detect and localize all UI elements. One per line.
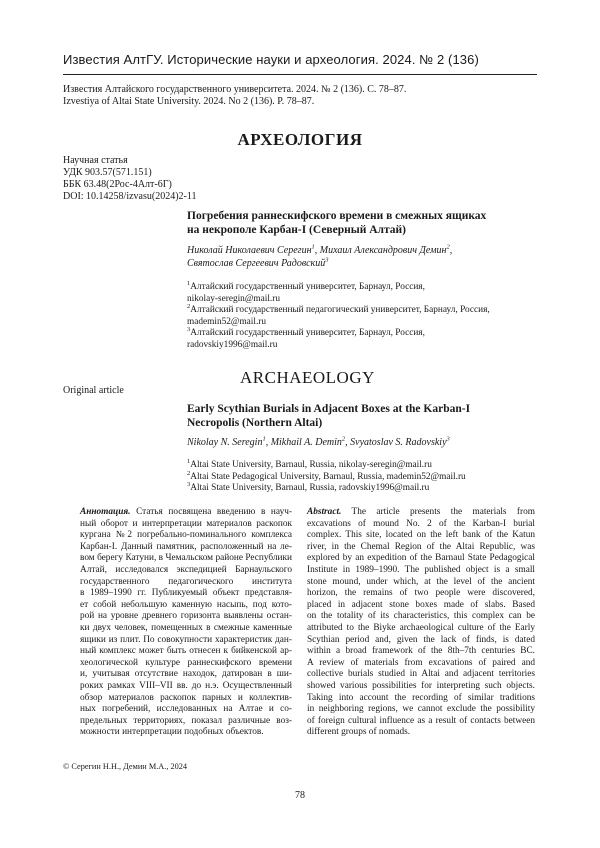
sup: 1 <box>187 279 191 287</box>
abstract-ru-text: ки двух человек, помещенных в смежные каменные <box>80 622 292 633</box>
abstract-en-text: explored by an expedition of the Barnaul State Pedagogical <box>307 553 535 564</box>
abstract-ru-line <box>80 704 292 716</box>
running-header: Известия АлтГУ. Исторические науки и археология. 2024. № 2 (136) <box>63 52 479 67</box>
abstract-ru-text: государственного педагогического института <box>80 576 292 587</box>
article-type-ru: Научная статья <box>63 155 128 166</box>
abstract-en-line <box>307 530 535 542</box>
abstract-ru-line <box>80 600 292 612</box>
abstract-ru-line <box>80 611 292 623</box>
abstract-en-text: The article presents the materials from <box>341 507 535 517</box>
abstract-en-label: Abstract. <box>307 507 342 517</box>
abstract-ru-text: Алтай, исследовался экспедицией Барнаульского <box>80 564 292 575</box>
abstract-en-line <box>307 588 535 600</box>
abstract-ru-line <box>80 542 292 554</box>
citation-block <box>63 84 406 108</box>
title-ru-line1: Погребения раннескифского времени в смежных ящиках <box>187 210 487 222</box>
authors-en: Nikolay N. Seregin$^1$, Mikhail A. Demin$^2$, Svyatoslav S. Radovskiy$^3$ <box>187 435 450 448</box>
abstract-en <box>307 507 535 739</box>
title-ru-line2: на некрополе Карбан-I (Северный Алтай) <box>187 224 406 236</box>
abstract-en-line <box>307 565 535 577</box>
abstract-en-line <box>307 704 535 716</box>
bbk: ББК 63.48(2Рос-4Алт-6Г) <box>63 179 172 190</box>
abstract-ru-line <box>80 635 292 647</box>
abstract-en-text: horizon, the remains of two people were discovered, <box>307 588 535 599</box>
author-en-2: Mikhail A. Demin <box>270 437 342 448</box>
abstract-ru-line <box>80 565 292 577</box>
abstract-ru-line <box>80 588 292 600</box>
sup: 3 <box>325 256 329 264</box>
article-title-ru <box>187 209 527 237</box>
article-title-en <box>187 402 527 430</box>
abstract-ru-text: хеологической культуре раннескифского времени <box>80 657 292 668</box>
abstract-en-text: excavations of mound No. 2 of the Karban-I burial <box>307 518 535 529</box>
author-en-1: Nikolay N. Seregin <box>187 437 263 448</box>
abstract-en-line <box>307 646 535 658</box>
author-ru-3: Святослав Сергеевич Радовский <box>187 258 326 269</box>
abstract-en-text: stone mound, under which, at the level of the ancient <box>307 576 535 587</box>
abstract-en-line <box>307 681 535 693</box>
abstract-ru-text: предельных территориях, показал различные воз- <box>80 715 292 726</box>
abstract-en-line <box>307 693 535 705</box>
copyright: © Серегин Н.Н., Демин М.А., 2024 <box>63 762 188 771</box>
affiliations-ru <box>187 279 537 351</box>
section-title-en: ARCHAEOLOGY <box>240 368 375 387</box>
abstract-en-text: attributed to the Biyke archaeological culture of the Early <box>307 622 535 633</box>
abstract-en-line <box>307 519 535 531</box>
abstract-ru-text: и, учитывая отсутствие находок, датирован в ши- <box>80 669 292 680</box>
author-ru-2: Михаил Александрович Демин <box>319 245 447 256</box>
page-number: 78 <box>295 790 305 801</box>
abstract-en-text: showed various possibilities for interpreting such objects. <box>307 680 535 691</box>
abstract-ru-text: кургана №2 погребально-поминального комплекса <box>80 530 292 541</box>
abstract-ru-line <box>80 507 292 519</box>
abstract-en-text: within a broad framework of the 8th–7th centuries BC. <box>307 646 535 657</box>
sup: 2 <box>446 243 450 251</box>
sup: 1 <box>311 243 315 251</box>
email-ru-1: nikolay-seregin@mail.ru <box>187 293 280 304</box>
title-en-line2: Necropolis (Northern Altai) <box>187 417 323 429</box>
citation-en: Izvestiya of Altai State University. 2024. No 2 (136). P. 78–87. <box>63 96 315 107</box>
abstract-en-text: complex. This site, located on the left bank of the Katun <box>307 530 535 541</box>
abstract-ru-text: роких рамках VIII–VII вв. до н.э. Осуществленный <box>80 680 292 691</box>
abstract-en-text: in neighboring regions, we cannot exclude the possibility <box>307 704 535 715</box>
sup: 3 <box>187 325 191 333</box>
abstract-en-line <box>307 507 535 519</box>
abstract-ru-line <box>80 681 292 693</box>
abstract-en-text: Taking into account the recording of similar traditions <box>307 692 535 703</box>
abstract-ru-text: ный оборот и интерпретации материалов раскопок <box>80 518 292 529</box>
affil-ru-3: Алтайский государственный университет, Барнаул, Россия, <box>190 328 425 338</box>
abstract-en-line <box>307 553 535 565</box>
affil-en-2: Altai State Pedagogical University, Barnaul, Russia, mademin52@mail.ru <box>190 471 466 482</box>
abstract-ru-line <box>80 519 292 531</box>
abstract-ru-line <box>80 727 292 739</box>
abstract-en-line <box>307 600 535 612</box>
abstract-en-line <box>307 542 535 554</box>
abstract-en-line <box>307 577 535 589</box>
article-type-en: Original article <box>63 385 124 396</box>
author-en-3: Svyatoslav S. Radovskiy <box>350 437 447 448</box>
header-rule <box>63 74 537 75</box>
abstract-en-line <box>307 669 535 681</box>
abstract-ru-line <box>80 530 292 542</box>
affil-ru-1: Алтайский государственный университет, Барнаул, Россия, <box>190 282 425 292</box>
abstract-ru-text: ящики из плит. По совокупности характеристик дан- <box>80 634 292 645</box>
abstract-ru-text: рой на уровне древнего горизонта выявлены остан- <box>80 611 292 622</box>
article-meta-ru <box>63 155 197 203</box>
authors-ru: Николай Николаевич Серегин$^1$, Михаил Александрович Демин$^2$, Святослав Сергеевич Радовский$^3$ <box>187 243 453 269</box>
abstract-ru-line <box>80 577 292 589</box>
title-en-line1: Early Scythian Burials in Adjacent Boxes at the Karban-I <box>187 403 471 415</box>
abstract-ru-line <box>80 658 292 670</box>
sup: 1 <box>187 457 191 465</box>
abstract-ru-text: в 1989–1990 гг. Публикуемый объект представля- <box>80 588 292 599</box>
abstract-ru-line <box>80 693 292 705</box>
affiliations-en <box>187 457 537 495</box>
sup: 2 <box>187 302 191 310</box>
abstract-en-text: Institute in 1989–1990. The published object is a small <box>307 564 535 575</box>
abstract-en-text: A review of materials from excavations of paired and <box>307 657 535 668</box>
abstract-en-line <box>307 623 535 635</box>
abstract-ru-line <box>80 716 292 728</box>
affil-ru-2: Алтайский государственный педагогический университет, Барнаул, Россия, <box>190 305 490 315</box>
abstract-en-text: placed in adjacent stone boxes made of slabs. Based <box>307 599 535 610</box>
email-ru-2: mademin52@mail.ru <box>187 316 267 327</box>
abstract-en-text: collective burials studied in Altai and adjacent territories <box>307 669 535 680</box>
abstract-ru-text: ный комплекс может быть отнесен к бийкенской ар- <box>80 646 292 657</box>
abstract-en-line <box>307 658 535 670</box>
abstract-ru-text: вом берегу Катуни, в Чемальском районе Республики <box>80 553 292 564</box>
abstract-ru-text: обзор материалов раскопок парных и коллектив- <box>80 692 292 703</box>
abstract-ru-text: можности интерпретации подобных объектов. <box>80 727 264 738</box>
abstract-en-text: of foreign cultural influence as a result of contacts between <box>307 715 535 726</box>
abstract-en-text: on the totality of its characteristics, this complex can be <box>307 611 535 622</box>
doi: DOI: 10.14258/izvasu(2024)2-11 <box>63 191 197 202</box>
abstract-en-line <box>307 611 535 623</box>
abstract-ru <box>80 507 292 739</box>
abstract-ru-text: Статья посвящена введению в науч- <box>130 507 292 517</box>
abstract-en-text: river, in the Chemal Region of the Altai Republic, was <box>307 541 535 552</box>
abstract-ru-line <box>80 669 292 681</box>
sup: 1 <box>262 435 266 443</box>
citation-ru: Известия Алтайского государственного университета. 2024. № 2 (136). С. 78–87. <box>63 84 407 95</box>
abstract-en-line <box>307 716 535 728</box>
abstract-en-text: different groups of nomads. <box>307 727 411 738</box>
author-ru-1: Николай Николаевич Серегин <box>187 245 312 256</box>
abstract-en-text: Scythian period and, given the lack of finds, is dated <box>307 634 535 645</box>
affil-en-3: Altai State University, Barnaul, Russia, radovskiy1996@mail.ru <box>190 483 430 493</box>
abstract-ru-line <box>80 646 292 658</box>
udc: УДК 903.57(571.151) <box>63 167 152 178</box>
sup: 2 <box>187 469 191 477</box>
sup: 2 <box>341 435 346 443</box>
affil-en-1: Altai State University, Barnaul, Russia, nikolay-seregin@mail.ru <box>190 460 432 470</box>
abstract-ru-line <box>80 623 292 635</box>
sup: 3 <box>187 480 191 488</box>
sup: 3 <box>446 435 450 443</box>
abstract-ru-text: ет собой небольшую каменную насыпь, под кото- <box>80 599 292 610</box>
section-title-ru: АРХЕОЛОГИЯ <box>237 130 363 149</box>
abstract-ru-line <box>80 553 292 565</box>
abstract-ru-label: Аннотация. <box>80 507 131 517</box>
abstract-ru-text: Карбан-I. Данный памятник, расположенный на ле- <box>80 541 292 552</box>
abstract-ru-text: ных погребений, исследованных на Алтае и со- <box>80 704 292 715</box>
abstract-en-line <box>307 727 535 739</box>
email-ru-3: radovskiy1996@mail.ru <box>187 339 278 350</box>
abstract-en-line <box>307 635 535 647</box>
